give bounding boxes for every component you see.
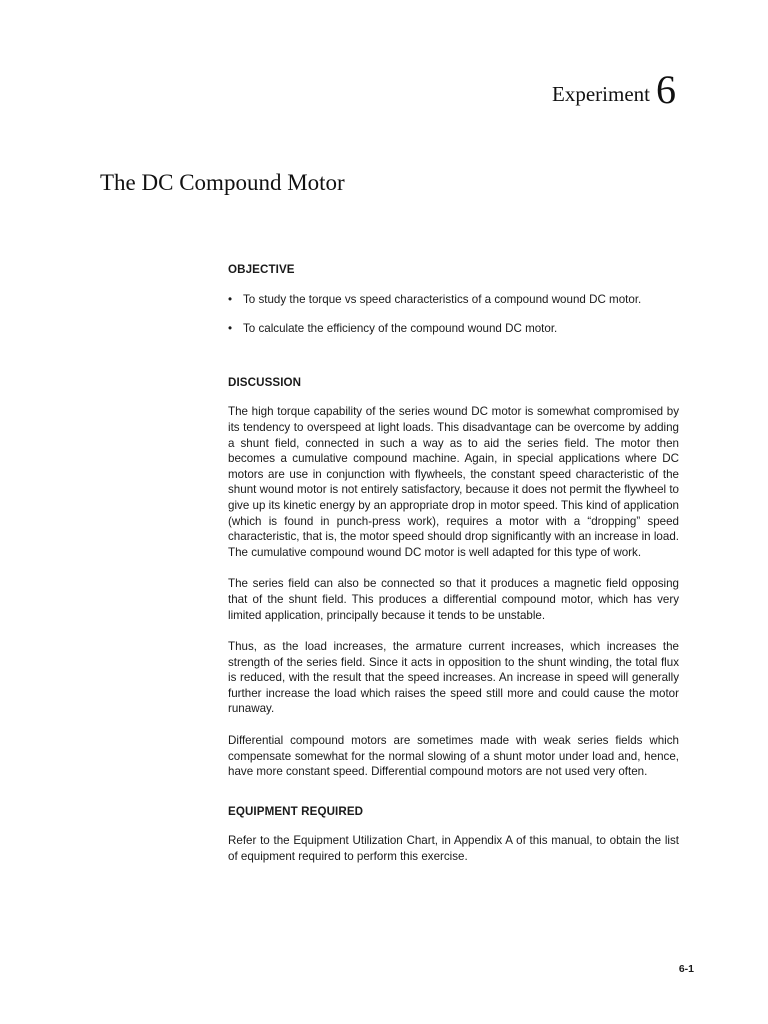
equipment-heading: EQUIPMENT REQUIRED <box>228 804 364 818</box>
objective-item <box>228 292 679 308</box>
experiment-label: Experiment <box>552 82 650 106</box>
page-number: 6-1 <box>678 963 694 975</box>
discussion-paragraph: Differential compound motors are sometimes made with weak series fields which compensate somewhat for the normal slowing of a shunt motor under load and, hence, have more constant speed. Differential compound motors are not used very often. <box>228 734 679 779</box>
discussion-paragraph: Thus, as the load increases, the armature current increases, which increases the strength of the series field. Since it acts in opposition to the shunt winding, the total flux is reduced, with the result that the speed increases. An increase in speed will generally further increase the load which raises the speed still more and could cause the motor runaway. <box>228 640 679 716</box>
discussion-heading: DISCUSSION <box>228 375 302 389</box>
objective-list <box>228 292 679 337</box>
page-title: The DC Compound Motor <box>100 170 345 195</box>
experiment-header <box>552 66 676 113</box>
discussion-paragraph: The series field can also be connected so that it produces a magnetic field opposing that of the shunt field. This produces a differential compound motor, which has very limited application, principally because it tends to be unstable. <box>228 577 679 622</box>
document-body <box>228 262 679 865</box>
discussion-paragraph: The high torque capability of the series wound DC motor is somewhat compromised by its tendency to overspeed at light loads. This disadvantage can be overcome by adding a shunt field, connected in such a way as to aid the series field. The motor then becomes a cumulative compound machine. Again, in special applications where DC motors are use in conjunction with flywheels, the constant speed characteristic of the shunt wound motor is not entirely satisfactory, because it does not permit the flywheel to give up its kinetic energy by an appropriate drop in motor speed. This kind of application (which is found in punch-press work), requires a motor with a “dropping” speed characteristic, that is, the motor speed should drop significantly with an increase in load. The cumulative compound wound DC motor is well adapted for this type of work. <box>228 405 679 559</box>
objective-item-text: To study the torque vs speed characteristics of a compound wound DC motor. <box>243 292 642 306</box>
equipment-paragraph: Refer to the Equipment Utilization Chart, in Appendix A of this manual, to obtain the list of equipment required to perform this exercise. <box>228 834 679 864</box>
objective-heading: OBJECTIVE <box>228 263 295 276</box>
bullet-icon: • <box>228 322 233 336</box>
objective-item-text: To calculate the efficiency of the compound wound DC motor. <box>243 322 558 336</box>
bullet-icon: • <box>228 292 233 306</box>
objective-item <box>228 321 679 337</box>
experiment-number: 6 <box>656 67 676 112</box>
